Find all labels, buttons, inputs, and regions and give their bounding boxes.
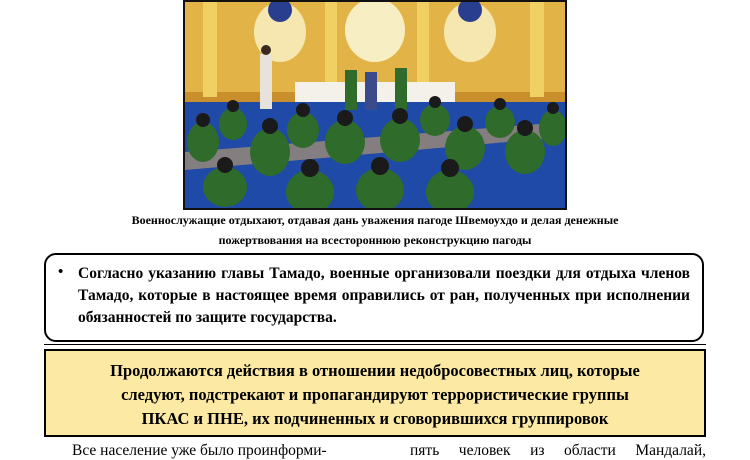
photo-caption-line-1: Военнослужащие отдыхают, отдавая дань уважения пагоде Швемоухдо и делая денежные	[131, 213, 619, 227]
pagoda-scene-image	[185, 2, 565, 208]
headline-line-2: следуют, подстрекают и пропагандируют террористические группы	[121, 385, 629, 404]
headline-box	[44, 349, 706, 437]
headline-line-3: ПКАС и ПНЕ, их подчиненных и сговорившихся группировок	[141, 409, 609, 428]
section-divider	[44, 344, 706, 345]
body-left-column: Все население уже было проинформи-	[72, 442, 327, 459]
body-right-column: пять человек из области Мандалай,	[410, 442, 706, 459]
bullet-callout-box	[44, 253, 704, 342]
news-photo	[183, 0, 567, 210]
headline-line-1: Продолжаются действия в отношении недобросовестных лиц, которые	[110, 361, 640, 380]
bullet-marker: •	[58, 264, 64, 280]
bullet-text: Согласно указанию главы Тамадо, военные организовали поездки для отдыха членов Тамадо, которые в настоящее время оправились от ран, полученных при исполнении обязанностей по защите государства.	[78, 265, 690, 326]
photo-caption-line-2: пожертвования на всестороннюю реконструкцию пагоды	[218, 233, 532, 247]
